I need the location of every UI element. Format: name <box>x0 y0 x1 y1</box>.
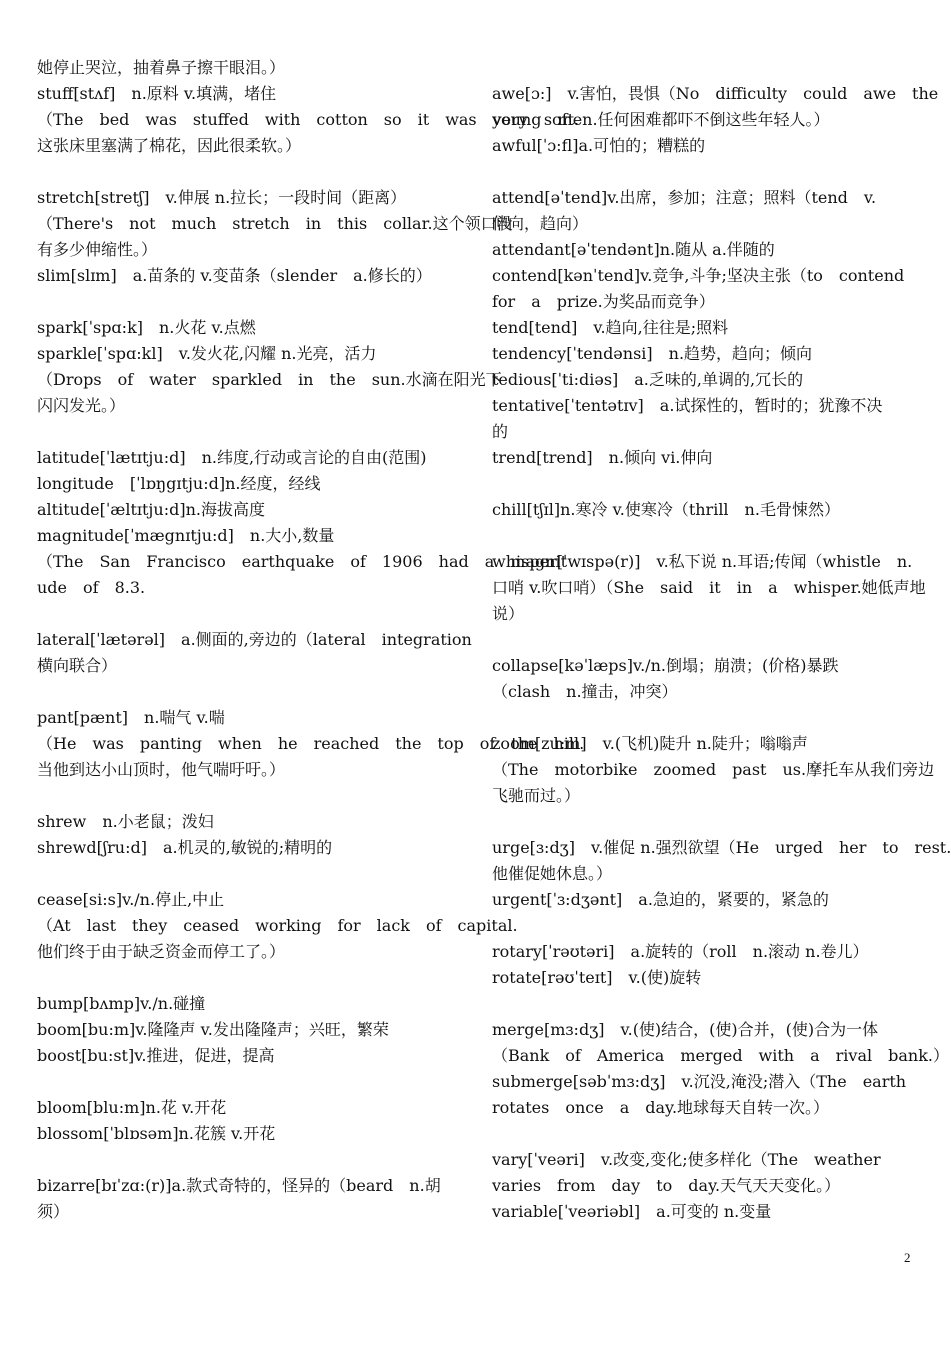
text-line: attend[əˈtend]v.出席，参加；注意；照料（tend v. <box>492 188 877 207</box>
text-line: whisper[ˈwɪspə(r)] v.私下说 n.耳语;传闻（whistle n. <box>492 552 913 571</box>
text-line: （The bed was stuffed with cotton so it was very soft. <box>37 110 580 129</box>
text-line: contend[kənˈtend]v.竞争,斗争;坚决主张（to contend <box>492 266 905 285</box>
text-line: blossom[ˈblɒsəm]n.花簇 v.开花 <box>37 1124 276 1143</box>
text-line: magnitude[ˈmægnɪtju:d] n.大小,数量 <box>37 526 335 545</box>
text-line: stretch[stretʃ] v.伸展 n.拉长；一段时间（距离） <box>37 188 407 207</box>
text-line: submerge[səbˈmɜ:dʒ] v.沉没,淹没;潜入（The earth <box>492 1072 907 1091</box>
blank-line <box>492 809 932 835</box>
text-line: pant[pænt] n.喘气 v.喘 <box>37 708 225 727</box>
text-line: urge[ɜ:dʒ] v.催促 n.强烈欲望（He urged her to rest. <box>492 838 951 857</box>
text-line: boom[bu:m]v.隆隆声 v.发出隆隆声；兴旺，繁荣 <box>37 1020 389 1039</box>
text-line: rotate[rəʊˈteɪt] v.(使)旋转 <box>492 968 702 987</box>
blank-line <box>37 419 477 445</box>
text-line: 横向联合） <box>37 656 118 675</box>
text-line: 口哨 v.吹口哨）（She said it in a whisper.她低声地 <box>492 578 926 597</box>
text-line: 闪闪发光。） <box>37 396 126 415</box>
blank-line <box>37 601 477 627</box>
text-line: 当他到达小山顶时，他气喘吁吁。） <box>37 760 286 779</box>
blank-line <box>37 159 477 185</box>
text-line: young men.任何困难都吓不倒这些年轻人。） <box>492 110 830 129</box>
text-line: rotates once a day.地球每天自转一次。） <box>492 1098 830 1117</box>
text-line: shrewd[ʃru:d] a.机灵的,敏锐的;精明的 <box>37 838 333 857</box>
text-line: shrew n.小老鼠；泼妇 <box>37 812 214 831</box>
text-line: bump[bʌmp]v./n.碰撞 <box>37 994 206 1013</box>
text-line: （clash n.撞击，冲突） <box>492 682 678 701</box>
text-line: slim[slɪm] a.苗条的 v.变苗条（slender a.修长的） <box>37 266 432 285</box>
text-line: spark[ˈspɑ:k] n.火花 v.点燃 <box>37 318 256 337</box>
text-line: awful[ˈɔ:fl]a.可怕的；糟糕的 <box>492 136 706 155</box>
text-line: lateral[ˈlætərəl] a.侧面的,旁边的（lateral integration <box>37 630 472 649</box>
text-line: attendant[əˈtendənt]n.随从 a.伴随的 <box>492 240 775 259</box>
blank-line <box>37 289 477 315</box>
blank-line <box>492 705 932 731</box>
text-line: （Bank of America merged with a rival bank.） <box>492 1046 949 1065</box>
text-line: （The motorbike zoomed past us.摩托车从我们旁边 <box>492 760 935 779</box>
text-line: chill[tʃɪl]n.寒冷 v.使寒冷（thrill n.毛骨悚然） <box>492 500 840 519</box>
text-line: tend[tend] v.趋向,往往是;照料 <box>492 318 729 337</box>
text-line: vary[ˈveəri] v.改变,变化;使多样化（The weather <box>492 1150 881 1169</box>
blank-line <box>37 1069 477 1095</box>
text-line: 的 <box>492 422 509 441</box>
text-line: （He was panting when he reached the top of the hill. <box>37 734 585 753</box>
blank-line <box>492 159 932 185</box>
blank-line <box>492 913 932 939</box>
right-column <box>492 55 951 1225</box>
blank-line <box>492 55 932 81</box>
text-line: sparkle[ˈspɑ:kl] v.发火花,闪耀 n.光亮，活力 <box>37 344 377 363</box>
text-line: 她停止哭泣，抽着鼻子擦干眼泪。） <box>37 58 286 77</box>
text-line: stuff[stʌf] n.原料 v.填满，堵住 <box>37 84 277 103</box>
blank-line <box>492 991 932 1017</box>
text-line: （Drops of water sparkled in the sun.水滴在阳光下 <box>37 370 502 389</box>
blank-line <box>492 523 932 549</box>
text-line: 须） <box>37 1202 70 1221</box>
blank-line <box>492 1121 932 1147</box>
text-line: 这张床里塞满了棉花，因此很柔软。） <box>37 136 302 155</box>
text-line: urgent[ˈɜ:dʒənt] a.急迫的，紧要的，紧急的 <box>492 890 829 909</box>
text-line: altitude[ˈæltɪtju:d]n.海拔高度 <box>37 500 265 519</box>
blank-line <box>37 679 477 705</box>
blank-line <box>492 471 932 497</box>
text-line: varies from day to day.天气天天变化。） <box>492 1176 841 1195</box>
text-line: tendency[ˈtendənsi] n.趋势，趋向；倾向 <box>492 344 813 363</box>
text-line: bizarre[bɪˈzɑ:(r)]a.款式奇特的，怪异的（beard n.胡 <box>37 1176 441 1195</box>
text-line: collapse[kəˈlæps]v./n.倒塌；崩溃；(价格)暴跌 <box>492 656 839 675</box>
blank-line <box>37 861 477 887</box>
text-line: cease[si:s]v./n.停止,中止 <box>37 890 225 909</box>
text-line: trend[trend] n.倾向 vi.伸向 <box>492 448 713 467</box>
text-line: 有多少伸缩性。） <box>37 240 158 259</box>
text-line: （At last they ceased working for lack of capital. <box>37 916 518 935</box>
text-line: 伸向，趋向） <box>492 214 589 233</box>
text-line: rotary[ˈrəʊtəri] a.旋转的（roll n.滚动 n.卷儿） <box>492 942 869 961</box>
text-line: longitude [ˈlɒŋgɪtju:d]n.经度，经线 <box>37 474 321 493</box>
text-line: tentative[ˈtentətɪv] a.试探性的，暂时的；犹豫不决 <box>492 396 883 415</box>
text-line: variable[ˈveəriəbl] a.可变的 n.变量 <box>492 1202 772 1221</box>
text-line: for a prize.为奖品而竞争） <box>492 292 715 311</box>
text-line: zoom[zu:m] v.(飞机)陡升 n.陡升；嗡嗡声 <box>492 734 808 753</box>
text-line: ude of 8.3. <box>37 578 146 597</box>
text-line: bloom[blu:m]n.花 v.开花 <box>37 1098 227 1117</box>
text-line: （The San Francisco earthquake of 1906 had a magnit <box>37 552 568 571</box>
text-line: 他们终于由于缺乏资金而停工了。） <box>37 942 286 961</box>
blank-line <box>37 1147 477 1173</box>
blank-line <box>492 627 932 653</box>
text-line: awe[ɔ:] v.害怕，畏惧（No difficulty could awe the <box>492 84 939 103</box>
text-line: 说） <box>492 604 525 623</box>
text-line: merge[mɜ:dʒ] v.(使)结合，(使)合并，(使)合为一体 <box>492 1020 879 1039</box>
text-line: tedious[ˈti:diəs] a.乏味的,单调的,冗长的 <box>492 370 804 389</box>
blank-line <box>37 965 477 991</box>
text-line: 他催促她休息。） <box>492 864 613 883</box>
page-number: 2 <box>904 1250 911 1265</box>
text-line: boost[bu:st]v.推进，促进，提高 <box>37 1046 275 1065</box>
text-line: 飞驰而过。） <box>492 786 581 805</box>
text-line: latitude[ˈlætɪtju:d] n.纬度,行动或言论的自由(范围) <box>37 448 427 467</box>
text-line: （There's not much stretch in this collar.这个领口没 <box>37 214 513 233</box>
blank-line <box>37 783 477 809</box>
